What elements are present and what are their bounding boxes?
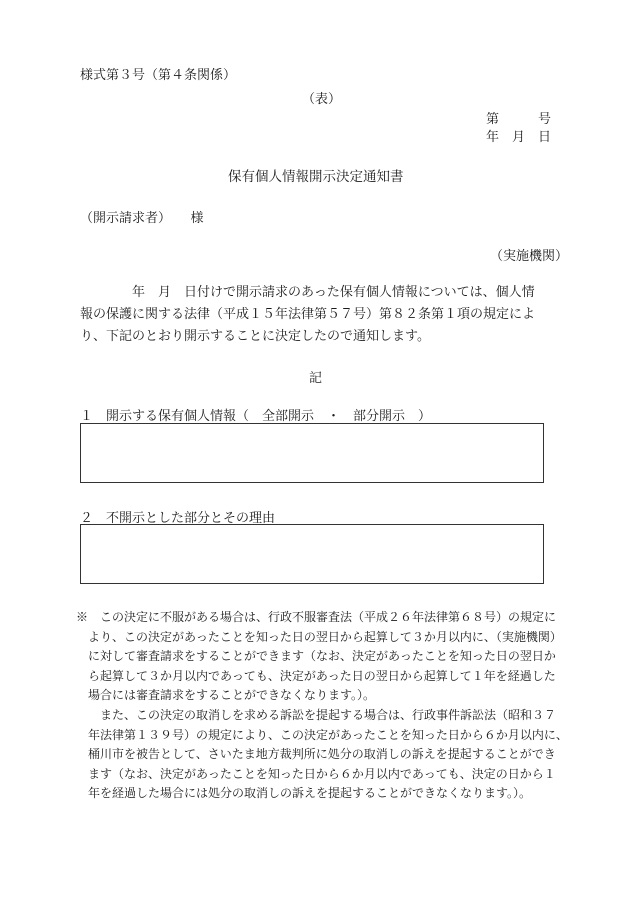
- note-line: ます（なお、決定があったことを知った日から６か月以内であっても、決定の日から１: [76, 766, 556, 781]
- document-date: 年 月 日: [486, 130, 552, 145]
- note-line: 年を経過した場合には処分の取消しの訴えを提起することができなくなります。）。: [76, 786, 532, 801]
- note-line: 年法律第１３９号）の規定により、この決定があったことを知った日から６か月以内に、: [76, 727, 568, 742]
- body-line: 報の保護に関する法律（平成１５年法律第５７号）第８２条第１項の規定によ: [80, 307, 536, 322]
- note-line: ※ この決定に不服がある場合は、行政不服審査法（平成２６年法律第６８号）の規定に: [76, 610, 557, 624]
- requester-line: （開示請求者） 様: [80, 211, 204, 226]
- agency-label: （実施機関）: [490, 249, 569, 264]
- form-number: 様式第３号（第４条関係）: [80, 68, 237, 83]
- note-line: ら起算して３か月以内であっても、決定があった日の翌日から起算して１年を経過した: [76, 668, 556, 683]
- note-line: また、この決定の取消しを求める訴訟を提起する場合は、行政事件訴訟法（昭和３７: [76, 707, 557, 722]
- note-line: 場合には審査請求をすることができなくなります。）。: [76, 688, 376, 703]
- note-line: に対して審査請求をすることができます（なお、決定があったことを知った日の翌日か: [76, 649, 556, 664]
- document-title: 保有個人情報開示決定通知書: [228, 169, 404, 185]
- body-line: り、下記のとおり開示することに決定したので通知します。: [80, 329, 430, 344]
- note-line: 桶川市を被告として、さいたま地方裁判所に処分の取消しの訴えを提起することができ: [76, 747, 556, 762]
- item1-heading: １ 開示する保有個人情報（ 全部開示 ・ 部分開示 ）: [80, 409, 432, 424]
- document-number: 第 号: [486, 112, 552, 127]
- item2-heading: ２ 不開示とした部分とその理由: [80, 511, 276, 526]
- appeal-notice: [76, 608, 568, 804]
- form-side-label: （表）: [302, 92, 342, 107]
- ki-heading: 記: [309, 371, 323, 386]
- item2-box: [80, 524, 544, 584]
- body-paragraph: [80, 282, 552, 348]
- item1-box: [80, 423, 544, 483]
- body-line: 年 月 日付けで開示請求のあった保有個人情報については、個人情: [80, 285, 535, 300]
- note-line: より、この決定があったことを知った日の翌日から起算して３か月以内に、（実施機関）: [76, 629, 562, 644]
